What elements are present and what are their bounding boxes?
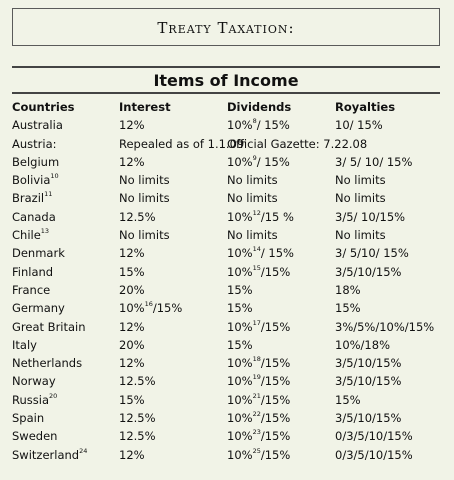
country-name: Great Britain: [12, 319, 86, 334]
dividends-cell: [227, 171, 278, 189]
footnote-marker: 11: [44, 190, 53, 199]
country-cell: [12, 299, 65, 317]
dividends-value: No limits: [227, 228, 278, 243]
royalties-cell: 3/5/ 10/15%: [335, 209, 406, 224]
dividends-value: 15%: [227, 337, 253, 352]
table-row: [12, 171, 444, 189]
country-cell: [12, 427, 57, 445]
interest-value: 12%: [119, 356, 145, 371]
royalties-cell: 3%/5%/10%/15%: [335, 319, 435, 334]
royalties-cell: 10/ 15%: [335, 118, 383, 133]
dividends-cell: [227, 135, 367, 153]
country-cell: [12, 318, 86, 336]
interest-value-rest: /15%: [152, 301, 183, 316]
dividends-cell: [227, 446, 290, 464]
dividends-cell: [227, 263, 290, 281]
interest-value: 20%: [119, 282, 145, 297]
dividends-value-rest: /15%: [260, 356, 291, 371]
dividends-value: 10%: [227, 264, 253, 279]
table-row: [12, 226, 444, 244]
dividends-cell: [227, 116, 290, 134]
dividends-value-rest: / 15%: [256, 118, 290, 133]
table-header-row: [12, 98, 444, 116]
table-row: [12, 135, 444, 153]
dividends-value-rest: /15%: [260, 411, 291, 426]
interest-cell: [119, 281, 145, 299]
footnote-marker: 9: [252, 153, 257, 162]
royalties-cell: No limits: [335, 191, 386, 206]
interest-cell: [119, 427, 156, 445]
country-cell: [12, 372, 56, 390]
interest-cell: [119, 318, 145, 336]
interest-cell: [119, 153, 145, 171]
dividends-cell: [227, 153, 290, 171]
interest-cell: [119, 116, 145, 134]
table-row: [12, 281, 444, 299]
footnote-marker: 22: [252, 410, 261, 419]
table-row: [12, 263, 444, 281]
footnote-marker: 17: [252, 318, 261, 327]
footnote-marker: 16: [144, 300, 153, 309]
interest-cell: [119, 372, 156, 390]
country-name: Germany: [12, 301, 65, 316]
dividends-cell: [227, 226, 278, 244]
footnote-marker: 14: [252, 245, 261, 254]
dividends-value: 10%: [227, 411, 253, 426]
treaty-taxation-banner: Treaty Taxation:: [12, 8, 440, 46]
table-row: [12, 189, 444, 207]
interest-cell: [119, 226, 170, 244]
interest-cell: [119, 299, 182, 317]
interest-value: No limits: [119, 173, 170, 188]
dividends-value-rest: /15 %: [260, 209, 294, 224]
dividends-value-rest: / 15%: [256, 154, 290, 169]
interest-value: 12%: [119, 319, 145, 334]
dividends-value-rest: / 15%: [260, 246, 294, 261]
dividends-value: Official Gazette: 7.22.08: [227, 136, 368, 151]
dividends-value: 15%: [227, 282, 253, 297]
income-table: [12, 98, 444, 464]
dividends-cell: [227, 372, 290, 390]
footnote-marker: 10: [50, 172, 59, 181]
royalties-cell: 0/3/5/10/15%: [335, 429, 413, 444]
dividends-value: 10%: [227, 447, 253, 462]
interest-value: 15%: [119, 392, 145, 407]
footnote-marker: 23: [252, 428, 261, 437]
dividends-value-rest: /15%: [260, 392, 291, 407]
interest-cell: [119, 391, 145, 409]
country-cell: [12, 446, 87, 464]
country-cell: [12, 354, 82, 372]
footnote-marker: 18: [252, 355, 261, 364]
interest-value: 20%: [119, 337, 145, 352]
interest-value: 12.5%: [119, 209, 156, 224]
country-name: Denmark: [12, 246, 65, 261]
interest-value: 12.5%: [119, 374, 156, 389]
interest-value: 12.5%: [119, 429, 156, 444]
footnote-marker: 25: [252, 446, 261, 455]
table-row: [12, 299, 444, 317]
royalties-cell: 3/5/10/15%: [335, 356, 402, 371]
interest-cell: [119, 446, 145, 464]
royalties-cell: 3/ 5/10/ 15%: [335, 246, 409, 261]
header-dividends: Dividends: [227, 100, 292, 114]
royalties-cell: 15%: [335, 392, 361, 407]
dividends-cell: [227, 336, 253, 354]
royalties-cell: 15%: [335, 301, 361, 316]
table-row: [12, 153, 444, 171]
items-of-income-heading: Items of Income: [12, 66, 440, 94]
interest-value: No limits: [119, 191, 170, 206]
table-row: [12, 372, 444, 390]
footnote-marker: 8: [252, 117, 257, 126]
footnote-marker: 20: [49, 391, 58, 400]
interest-value: 15%: [119, 264, 145, 279]
table-row: [12, 116, 444, 134]
dividends-value: 10%: [227, 392, 253, 407]
interest-cell: [119, 263, 145, 281]
interest-cell: [119, 409, 156, 427]
country-cell: [12, 189, 52, 207]
dividends-cell: [227, 427, 290, 445]
country-cell: [12, 171, 59, 189]
royalties-cell: 3/5/10/15%: [335, 264, 402, 279]
country-name: Russia: [12, 392, 49, 407]
country-cell: [12, 391, 57, 409]
table-body: [12, 116, 444, 464]
dividends-cell: [227, 299, 253, 317]
dividends-value-rest: /15%: [260, 447, 291, 462]
country-cell: [12, 116, 63, 134]
royalties-cell: 0/3/5/10/15%: [335, 447, 413, 462]
footnote-marker: 19: [252, 373, 261, 382]
interest-cell: [119, 208, 156, 226]
dividends-value: 10%: [227, 154, 253, 169]
country-name: Canada: [12, 209, 56, 224]
dividends-value-rest: /15%: [260, 264, 291, 279]
interest-cell: [119, 336, 145, 354]
dividends-cell: [227, 208, 294, 226]
footnote-marker: 13: [40, 227, 50, 236]
royalties-cell: 18%: [335, 282, 361, 297]
country-name: Sweden: [12, 429, 58, 444]
dividends-cell: [227, 391, 290, 409]
table-row: [12, 318, 444, 336]
table-row: [12, 208, 444, 226]
dividends-cell: [227, 318, 290, 336]
dividends-cell: [227, 354, 290, 372]
country-cell: [12, 281, 50, 299]
table-row: [12, 354, 444, 372]
country-cell: [12, 263, 53, 281]
country-cell: [12, 226, 49, 244]
country-name: Italy: [12, 337, 37, 352]
country-name: Switzerland: [12, 447, 80, 462]
interest-value: 12%: [119, 447, 145, 462]
table-row: [12, 244, 444, 262]
dividends-value: 10%: [227, 356, 253, 371]
dividends-value: 15%: [227, 301, 253, 316]
royalties-cell: 10%/18%: [335, 337, 390, 352]
dividends-value: No limits: [227, 173, 278, 188]
table-row: [12, 336, 444, 354]
country-name: Brazil: [12, 191, 45, 206]
country-name: Norway: [12, 374, 56, 389]
table-row: [12, 446, 444, 464]
interest-value: 12%: [119, 118, 145, 133]
dividends-cell: [227, 281, 253, 299]
country-name: Austria:: [12, 136, 57, 151]
table-row: [12, 409, 444, 427]
dividends-value: 10%: [227, 246, 253, 261]
dividends-value: 10%: [227, 118, 253, 133]
header-countries: Countries: [12, 100, 75, 114]
interest-value: 10%: [119, 301, 145, 316]
country-cell: [12, 244, 65, 262]
country-name: Chile: [12, 228, 41, 243]
interest-cell: [119, 244, 145, 262]
header-interest: Interest: [119, 100, 171, 114]
country-name: Belgium: [12, 154, 60, 169]
country-name: Finland: [12, 264, 54, 279]
table-row: [12, 427, 444, 445]
dividends-cell: [227, 244, 294, 262]
interest-cell: [119, 135, 244, 153]
country-cell: [12, 135, 57, 153]
footnote-marker: 24: [79, 446, 88, 455]
interest-value: 12%: [119, 154, 145, 169]
dividends-value-rest: /15%: [260, 374, 291, 389]
country-name: France: [12, 282, 51, 297]
country-name: Australia: [12, 118, 63, 133]
interest-cell: [119, 189, 170, 207]
royalties-cell: No limits: [335, 173, 386, 188]
country-cell: [12, 336, 37, 354]
dividends-cell: [227, 189, 278, 207]
dividends-value-rest: /15%: [260, 429, 291, 444]
royalties-cell: No limits: [335, 228, 386, 243]
interest-value: 12.5%: [119, 411, 156, 426]
country-cell: [12, 153, 59, 171]
country-cell: [12, 409, 44, 427]
country-name: Spain: [12, 411, 45, 426]
country-name: Bolivia: [12, 173, 51, 188]
interest-value: Repealed as of 1.1.09: [119, 136, 245, 151]
dividends-value: 10%: [227, 209, 253, 224]
royalties-cell: 3/5/10/15%: [335, 411, 402, 426]
royalties-cell: 3/ 5/ 10/ 15%: [335, 154, 413, 169]
interest-cell: [119, 171, 170, 189]
footnote-marker: 12: [252, 208, 261, 217]
royalties-cell: 3/5/10/15%: [335, 374, 402, 389]
dividends-value: 10%: [227, 319, 253, 334]
interest-cell: [119, 354, 145, 372]
header-royalties: Royalties: [335, 100, 396, 114]
country-name: Netherlands: [12, 356, 83, 371]
dividends-value: No limits: [227, 191, 278, 206]
dividends-value: 10%: [227, 429, 253, 444]
table-row: [12, 391, 444, 409]
interest-value: 12%: [119, 246, 145, 261]
footnote-marker: 15: [252, 263, 261, 272]
dividends-value: 10%: [227, 374, 253, 389]
dividends-value-rest: /15%: [260, 319, 291, 334]
footnote-marker: 21: [252, 391, 261, 400]
dividends-cell: [227, 409, 290, 427]
country-cell: [12, 208, 56, 226]
interest-value: No limits: [119, 228, 170, 243]
